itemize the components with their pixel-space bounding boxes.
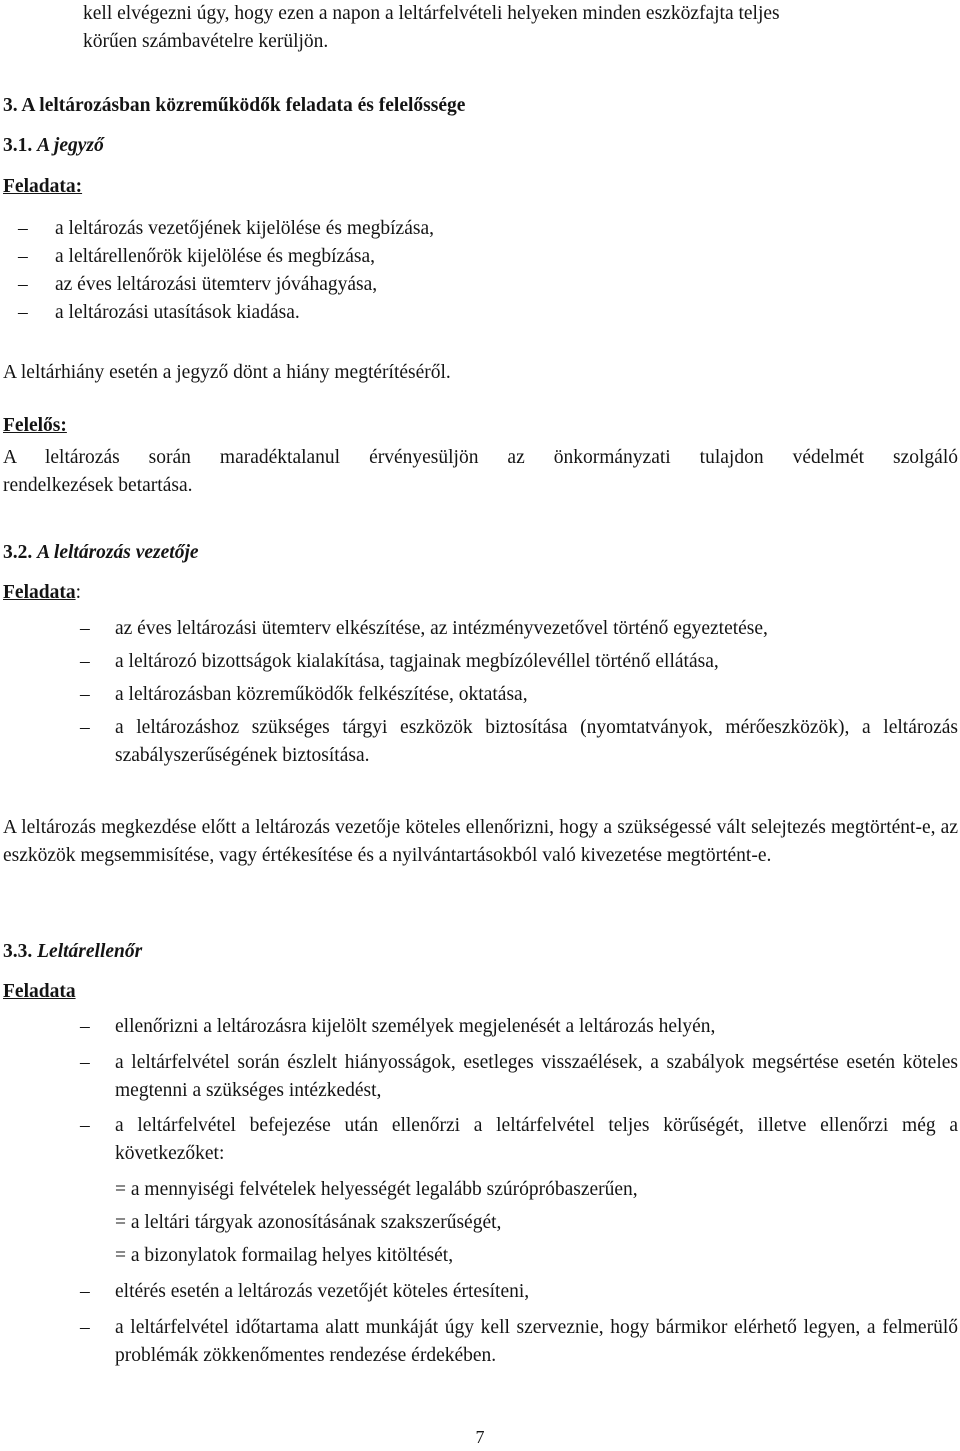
intro-line-2: körűen számbavételre kerüljön. xyxy=(83,31,329,52)
list-item: – eltérés esetén a leltározás vezetőjét köteles értesíteni, xyxy=(80,1278,958,1306)
list-item: – az éves leltározási ütemterv jóváhagyása, xyxy=(18,271,618,299)
dash-bullet: – xyxy=(80,717,90,738)
dash-bullet: – xyxy=(80,1317,90,1338)
jegyzo-task-list xyxy=(18,215,618,327)
sub-list-item: = a bizonylatok formailag helyes kitöltését, xyxy=(115,1245,454,1266)
feladata-label-2: Feladata: xyxy=(3,582,81,603)
dash-bullet: – xyxy=(80,1016,90,1037)
dash-bullet: – xyxy=(18,274,28,295)
sub-list-item: = a leltári tárgyak azonosításának szakszerűségét, xyxy=(115,1212,502,1233)
section-number: 3.2. xyxy=(3,542,33,563)
dash-bullet: – xyxy=(80,1052,90,1073)
section-3-3-heading xyxy=(3,938,958,966)
dash-bullet: – xyxy=(80,1115,90,1136)
vezeto-task-list xyxy=(80,615,958,770)
section-title: A jegyző xyxy=(37,135,104,156)
ellenor-task-list xyxy=(80,1013,958,1370)
felelos-label: Felelős: xyxy=(3,415,67,436)
intro-line-1: kell elvégezni úgy, hogy ezen a napon a leltárfelvételi helyeken minden eszközfajta teljes xyxy=(83,3,780,24)
section-title: A leltározás vezetője xyxy=(37,542,199,563)
dash-bullet: – xyxy=(18,218,28,239)
dash-bullet: – xyxy=(80,1281,90,1302)
hiany-paragraph: A leltárhiány esetén a jegyző dönt a hiány megtérítéséről. xyxy=(3,362,451,383)
dash-bullet: – xyxy=(18,302,28,323)
section-title: Leltárellenőr xyxy=(37,941,143,962)
list-item: – a leltárfelvétel befejezése után ellenőrzi a leltárfelvétel teljes körűségét, illetve ellenőrzi még a következőket: xyxy=(80,1112,958,1168)
megkezdes-paragraph: A leltározás megkezdése előtt a leltározás vezetője köteles ellenőrizni, hogy a szükségessé vált selejtezés megtörtént-e, az eszközök megsemmisítése, vagy értékesítése és a nyilvántartásokból való kivezetése megtörtént-e. xyxy=(3,817,958,866)
list-item: – a leltárellenőrök kijelölése és megbízása, xyxy=(18,243,618,271)
felelos-line-1: A leltározás során maradéktalanul érvényesüljön az önkormányzati tulajdon védelmét szolgáló xyxy=(3,447,958,468)
intro-paragraph xyxy=(3,0,958,56)
list-item: – ellenőrizni a leltározásra kijelölt személyek megjelenését a leltározás helyén, xyxy=(80,1013,958,1041)
list-item: – a leltározás vezetőjének kijelölése és megbízása, xyxy=(18,215,618,243)
felelos-paragraph xyxy=(3,444,958,500)
dash-bullet: – xyxy=(80,684,90,705)
feladata-label-3: Feladata xyxy=(3,981,76,1002)
section-3-heading: 3. A leltározásban közreműködők feladata és felelőssége xyxy=(3,95,466,116)
felelos-line-2: rendelkezések betartása. xyxy=(3,475,193,496)
dash-bullet: – xyxy=(80,618,90,639)
list-item: – a leltározó bizottságok kialakítása, tagjainak megbízólevéllel történő ellátása, xyxy=(80,648,958,676)
section-3-1-heading xyxy=(3,132,958,160)
list-item: – az éves leltározási ütemterv elkészítése, az intézményvezetővel történő egyeztetése, xyxy=(80,615,958,643)
list-item: – a leltározáshoz szükséges tárgyi eszközök biztosítása (nyomtatványok, mérőeszközök), a leltározás szabályszerűségének biztosítása. xyxy=(80,714,958,770)
sub-list-item: = a mennyiségi felvételek helyességét legalább szúrópróbaszerűen, xyxy=(115,1179,638,1200)
feladata-label: Feladata: xyxy=(3,176,83,197)
list-item: – a leltározásban közreműködők felkészítése, oktatása, xyxy=(80,681,958,709)
section-number: 3.1. xyxy=(3,135,33,156)
list-item: – a leltározási utasítások kiadása. xyxy=(18,299,618,327)
list-item: – a leltárfelvétel időtartama alatt munkáját úgy kell szerveznie, hogy bármikor elérhető legyen, a felmerülő problémák zökkenőmentes rendezése érdekében. xyxy=(80,1314,958,1370)
list-item: – a leltárfelvétel során észlelt hiányosságok, esetleges visszaélések, a szabályok megsértése esetén köteles megtenni a szükséges intézkedést, xyxy=(80,1049,958,1105)
dash-bullet: – xyxy=(18,246,28,267)
section-3-2-heading xyxy=(3,539,958,567)
dash-bullet: – xyxy=(80,651,90,672)
section-number: 3.3. xyxy=(3,941,33,962)
page-number: 7 xyxy=(475,1427,485,1447)
